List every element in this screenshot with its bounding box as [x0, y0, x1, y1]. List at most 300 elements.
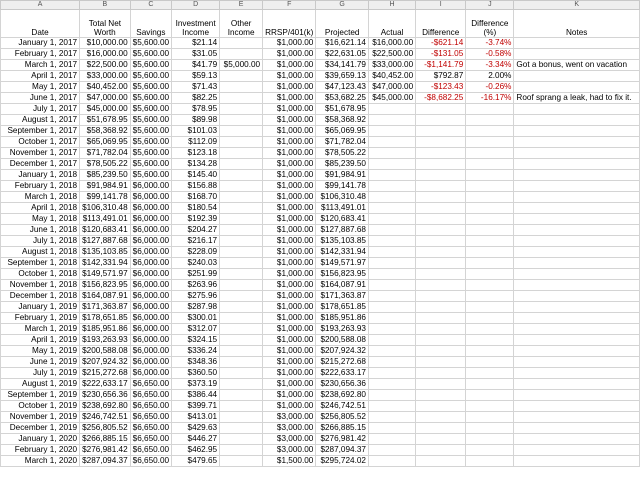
cell[interactable]: $91,984.91 [80, 181, 131, 192]
column-letter-c[interactable]: C [130, 1, 171, 10]
cell[interactable]: $462.95 [172, 445, 220, 456]
cell[interactable] [416, 236, 466, 247]
cell[interactable] [514, 71, 640, 82]
cell[interactable]: July 1, 2018 [1, 236, 80, 247]
cell[interactable] [368, 346, 415, 357]
header-cell[interactable]: Other Income [220, 10, 263, 38]
cell[interactable]: $1,000.00 [263, 104, 316, 115]
cell[interactable]: October 1, 2019 [1, 401, 80, 412]
cell[interactable] [514, 357, 640, 368]
cell[interactable] [416, 247, 466, 258]
cell[interactable]: $256,805.52 [80, 423, 131, 434]
cell[interactable]: $5,000.00 [220, 60, 263, 71]
cell[interactable] [514, 104, 640, 115]
cell[interactable]: $6,650.00 [130, 434, 171, 445]
cell[interactable]: $5,600.00 [130, 137, 171, 148]
cell[interactable]: $5,600.00 [130, 170, 171, 181]
cell[interactable]: $238,692.80 [80, 401, 131, 412]
cell[interactable]: $47,000.00 [368, 82, 415, 93]
cell[interactable] [514, 401, 640, 412]
cell[interactable]: $1,000.00 [263, 126, 316, 137]
cell[interactable]: $215,272.68 [80, 368, 131, 379]
cell[interactable]: $178,651.85 [316, 302, 369, 313]
cell[interactable] [220, 159, 263, 170]
cell[interactable] [466, 214, 514, 225]
cell[interactable]: $479.65 [172, 456, 220, 467]
cell[interactable]: $792.87 [416, 71, 466, 82]
cell[interactable] [368, 390, 415, 401]
cell[interactable]: $22,500.00 [368, 49, 415, 60]
cell[interactable]: $89.98 [172, 115, 220, 126]
cell[interactable] [368, 214, 415, 225]
cell[interactable] [220, 379, 263, 390]
cell[interactable]: $1,000.00 [263, 390, 316, 401]
cell[interactable] [514, 170, 640, 181]
cell[interactable] [416, 302, 466, 313]
cell[interactable] [220, 115, 263, 126]
cell[interactable] [416, 456, 466, 467]
cell[interactable]: $22,631.05 [316, 49, 369, 60]
cell[interactable]: $246,742.51 [80, 412, 131, 423]
cell[interactable]: $1,000.00 [263, 280, 316, 291]
cell[interactable]: $40,452.00 [80, 82, 131, 93]
cell[interactable]: $348.36 [172, 357, 220, 368]
cell[interactable] [466, 379, 514, 390]
cell[interactable]: $185,951.86 [80, 324, 131, 335]
cell[interactable] [416, 357, 466, 368]
cell[interactable] [466, 236, 514, 247]
cell[interactable] [514, 192, 640, 203]
cell[interactable]: $1,000.00 [263, 335, 316, 346]
cell[interactable] [220, 148, 263, 159]
cell[interactable]: $6,000.00 [130, 181, 171, 192]
cell[interactable] [416, 181, 466, 192]
cell[interactable]: $275.96 [172, 291, 220, 302]
cell[interactable] [514, 412, 640, 423]
cell[interactable]: February 1, 2017 [1, 49, 80, 60]
cell[interactable]: $1,000.00 [263, 302, 316, 313]
cell[interactable] [466, 302, 514, 313]
cell[interactable]: $45,000.00 [80, 104, 131, 115]
cell[interactable] [368, 115, 415, 126]
cell[interactable] [514, 148, 640, 159]
cell[interactable] [514, 49, 640, 60]
cell[interactable]: $1,000.00 [263, 324, 316, 335]
cell[interactable] [466, 456, 514, 467]
cell[interactable] [514, 280, 640, 291]
cell[interactable] [220, 192, 263, 203]
cell[interactable] [368, 104, 415, 115]
cell[interactable] [220, 214, 263, 225]
cell[interactable]: February 1, 2019 [1, 313, 80, 324]
cell[interactable]: $6,000.00 [130, 335, 171, 346]
cell[interactable]: December 1, 2018 [1, 291, 80, 302]
cell[interactable] [466, 203, 514, 214]
cell[interactable]: -$1,141.79 [416, 60, 466, 71]
cell[interactable]: $287,094.37 [80, 456, 131, 467]
cell[interactable]: $71,782.04 [80, 148, 131, 159]
cell[interactable]: June 1, 2017 [1, 93, 80, 104]
cell[interactable]: March 1, 2017 [1, 60, 80, 71]
cell[interactable] [220, 302, 263, 313]
cell[interactable]: $207,924.32 [316, 346, 369, 357]
cell[interactable] [220, 225, 263, 236]
cell[interactable]: $40,452.00 [368, 71, 415, 82]
cell[interactable]: $6,000.00 [130, 313, 171, 324]
cell[interactable] [514, 247, 640, 258]
cell[interactable]: $324.15 [172, 335, 220, 346]
cell[interactable]: $6,000.00 [130, 247, 171, 258]
cell[interactable]: $1,000.00 [263, 247, 316, 258]
cell[interactable]: $312.07 [172, 324, 220, 335]
cell[interactable]: January 1, 2017 [1, 38, 80, 49]
cell[interactable]: -$123.43 [416, 82, 466, 93]
cell[interactable] [514, 390, 640, 401]
cell[interactable] [514, 203, 640, 214]
cell[interactable]: $413.01 [172, 412, 220, 423]
cell[interactable]: $1,000.00 [263, 60, 316, 71]
cell[interactable]: $5,600.00 [130, 93, 171, 104]
cell[interactable] [514, 269, 640, 280]
cell[interactable] [416, 269, 466, 280]
cell[interactable]: $5,600.00 [130, 38, 171, 49]
cell[interactable] [514, 291, 640, 302]
cell[interactable] [466, 313, 514, 324]
cell[interactable]: $1,000.00 [263, 313, 316, 324]
cell[interactable]: $5,600.00 [130, 159, 171, 170]
cell[interactable]: $5,600.00 [130, 126, 171, 137]
cell[interactable] [514, 434, 640, 445]
cell[interactable]: $101.03 [172, 126, 220, 137]
column-letter-j[interactable]: J [466, 1, 514, 10]
cell[interactable]: $106,310.48 [80, 203, 131, 214]
header-cell[interactable]: Projected [316, 10, 369, 38]
cell[interactable]: $6,650.00 [130, 379, 171, 390]
cell[interactable]: April 1, 2017 [1, 71, 80, 82]
cell[interactable]: September 1, 2017 [1, 126, 80, 137]
cell[interactable] [368, 269, 415, 280]
cell[interactable] [220, 291, 263, 302]
header-cell[interactable]: Total Net Worth [80, 10, 131, 38]
cell[interactable] [220, 170, 263, 181]
cell[interactable]: June 1, 2018 [1, 225, 80, 236]
cell[interactable] [416, 137, 466, 148]
header-cell[interactable]: Date [1, 10, 80, 38]
cell[interactable] [466, 423, 514, 434]
cell[interactable]: September 1, 2018 [1, 258, 80, 269]
cell[interactable] [514, 258, 640, 269]
cell[interactable]: $287,094.37 [316, 445, 369, 456]
cell[interactable] [368, 148, 415, 159]
cell[interactable] [514, 335, 640, 346]
cell[interactable] [466, 104, 514, 115]
cell[interactable] [220, 104, 263, 115]
cell[interactable]: $41.79 [172, 60, 220, 71]
cell[interactable] [220, 313, 263, 324]
cell[interactable]: $1,000.00 [263, 203, 316, 214]
cell[interactable]: $1,000.00 [263, 115, 316, 126]
cell[interactable]: $6,000.00 [130, 357, 171, 368]
cell[interactable]: $156,823.95 [80, 280, 131, 291]
cell[interactable]: $149,571.97 [80, 269, 131, 280]
cell[interactable] [466, 368, 514, 379]
cell[interactable]: $71,782.04 [316, 137, 369, 148]
cell[interactable] [514, 456, 640, 467]
cell[interactable]: $149,571.97 [316, 258, 369, 269]
cell[interactable] [220, 401, 263, 412]
cell[interactable]: $78,505.22 [80, 159, 131, 170]
cell[interactable]: November 1, 2019 [1, 412, 80, 423]
cell[interactable] [416, 412, 466, 423]
cell[interactable] [368, 291, 415, 302]
cell[interactable] [368, 170, 415, 181]
cell[interactable] [514, 236, 640, 247]
cell[interactable]: $386.44 [172, 390, 220, 401]
cell[interactable] [466, 159, 514, 170]
column-letter-a[interactable]: A [1, 1, 80, 10]
cell[interactable]: $33,000.00 [80, 71, 131, 82]
cell[interactable]: $47,123.43 [316, 82, 369, 93]
cell[interactable]: $85,239.50 [80, 170, 131, 181]
cell[interactable] [514, 115, 640, 126]
cell[interactable]: $1,000.00 [263, 137, 316, 148]
cell[interactable]: Got a bonus, went on vacation [514, 60, 640, 71]
cell[interactable]: $6,000.00 [130, 214, 171, 225]
cell[interactable]: $53,682.25 [316, 93, 369, 104]
cell[interactable] [466, 247, 514, 258]
cell[interactable]: February 1, 2020 [1, 445, 80, 456]
cell[interactable] [220, 71, 263, 82]
cell[interactable] [368, 225, 415, 236]
cell[interactable] [368, 456, 415, 467]
cell[interactable]: $207,924.32 [80, 357, 131, 368]
header-cell[interactable]: Investment Income [172, 10, 220, 38]
cell[interactable] [220, 181, 263, 192]
cell[interactable]: September 1, 2019 [1, 390, 80, 401]
cell[interactable]: $164,087.91 [80, 291, 131, 302]
cell[interactable] [466, 390, 514, 401]
cell[interactable]: $156,823.95 [316, 269, 369, 280]
cell[interactable]: $168.70 [172, 192, 220, 203]
cell[interactable]: $6,000.00 [130, 291, 171, 302]
cell[interactable] [416, 313, 466, 324]
cell[interactable] [466, 291, 514, 302]
cell[interactable]: $6,000.00 [130, 192, 171, 203]
cell[interactable] [466, 280, 514, 291]
cell[interactable]: $171,363.87 [80, 302, 131, 313]
cell[interactable]: $251.99 [172, 269, 220, 280]
cell[interactable]: $142,331.94 [80, 258, 131, 269]
cell[interactable]: $21.14 [172, 38, 220, 49]
cell[interactable]: $135,103.85 [316, 236, 369, 247]
cell[interactable] [514, 324, 640, 335]
cell[interactable]: $164,087.91 [316, 280, 369, 291]
cell[interactable]: $238,692.80 [316, 390, 369, 401]
cell[interactable]: $71.43 [172, 82, 220, 93]
cell[interactable]: $127,887.68 [316, 225, 369, 236]
cell[interactable] [220, 346, 263, 357]
cell[interactable] [416, 159, 466, 170]
cell[interactable]: $1,000.00 [263, 379, 316, 390]
cell[interactable] [220, 203, 263, 214]
cell[interactable] [416, 445, 466, 456]
cell[interactable]: August 1, 2018 [1, 247, 80, 258]
cell[interactable] [368, 137, 415, 148]
cell[interactable]: December 1, 2019 [1, 423, 80, 434]
cell[interactable] [368, 192, 415, 203]
cell[interactable]: $78.95 [172, 104, 220, 115]
cell[interactable] [466, 401, 514, 412]
cell[interactable]: $200,588.08 [80, 346, 131, 357]
cell[interactable]: $6,000.00 [130, 346, 171, 357]
cell[interactable]: $59.13 [172, 71, 220, 82]
cell[interactable] [416, 148, 466, 159]
cell[interactable]: $5,600.00 [130, 60, 171, 71]
cell[interactable]: $178,651.85 [80, 313, 131, 324]
cell[interactable] [466, 170, 514, 181]
cell[interactable] [514, 368, 640, 379]
cell[interactable] [368, 280, 415, 291]
cell[interactable] [220, 412, 263, 423]
cell[interactable]: $99,141.78 [80, 192, 131, 203]
cell[interactable]: $276,981.42 [316, 434, 369, 445]
cell[interactable]: May 1, 2018 [1, 214, 80, 225]
cell[interactable]: March 1, 2019 [1, 324, 80, 335]
column-letter-i[interactable]: I [416, 1, 466, 10]
cell[interactable]: -0.26% [466, 82, 514, 93]
cell[interactable]: $123.18 [172, 148, 220, 159]
header-cell[interactable]: Notes [514, 10, 640, 38]
cell[interactable]: October 1, 2017 [1, 137, 80, 148]
cell[interactable]: $3,000.00 [263, 412, 316, 423]
cell[interactable]: $6,000.00 [130, 236, 171, 247]
cell[interactable] [368, 181, 415, 192]
cell[interactable] [416, 203, 466, 214]
cell[interactable]: $16,000.00 [80, 49, 131, 60]
cell[interactable] [368, 445, 415, 456]
cell[interactable] [514, 225, 640, 236]
cell[interactable]: $6,000.00 [130, 203, 171, 214]
cell[interactable] [466, 258, 514, 269]
cell[interactable] [416, 401, 466, 412]
cell[interactable]: $193,263.93 [316, 324, 369, 335]
cell[interactable]: $295,724.02 [316, 456, 369, 467]
cell[interactable]: $230,656.36 [80, 390, 131, 401]
cell[interactable]: $429.63 [172, 423, 220, 434]
cell[interactable]: $22,500.00 [80, 60, 131, 71]
cell[interactable]: $6,650.00 [130, 412, 171, 423]
cell[interactable] [368, 313, 415, 324]
cell[interactable] [466, 434, 514, 445]
cell[interactable]: April 1, 2018 [1, 203, 80, 214]
cell[interactable]: $78,505.22 [316, 148, 369, 159]
cell[interactable]: March 1, 2020 [1, 456, 80, 467]
cell[interactable]: $135,103.85 [80, 247, 131, 258]
cell[interactable]: $216.17 [172, 236, 220, 247]
cell[interactable]: $266,885.15 [80, 434, 131, 445]
cell[interactable]: -$621.14 [416, 38, 466, 49]
cell[interactable]: $156.88 [172, 181, 220, 192]
cell[interactable] [416, 280, 466, 291]
cell[interactable] [416, 126, 466, 137]
cell[interactable]: $1,500.00 [263, 456, 316, 467]
cell[interactable] [220, 324, 263, 335]
cell[interactable] [220, 38, 263, 49]
cell[interactable] [220, 126, 263, 137]
cell[interactable]: $6,000.00 [130, 302, 171, 313]
column-letter-h[interactable]: H [368, 1, 415, 10]
cell[interactable]: $1,000.00 [263, 192, 316, 203]
cell[interactable]: $65,069.95 [80, 137, 131, 148]
cell[interactable]: January 1, 2020 [1, 434, 80, 445]
cell[interactable]: $193,263.93 [80, 335, 131, 346]
cell[interactable] [466, 357, 514, 368]
cell[interactable] [220, 258, 263, 269]
cell[interactable] [514, 379, 640, 390]
cell[interactable]: $5,600.00 [130, 115, 171, 126]
cell[interactable]: $47,000.00 [80, 93, 131, 104]
cell[interactable]: $192.39 [172, 214, 220, 225]
cell[interactable]: Roof sprang a leak, had to fix it. [514, 93, 640, 104]
cell[interactable]: $1,000.00 [263, 38, 316, 49]
cell[interactable] [368, 379, 415, 390]
cell[interactable]: $113,491.01 [316, 203, 369, 214]
cell[interactable]: $399.71 [172, 401, 220, 412]
cell[interactable]: $240.03 [172, 258, 220, 269]
cell[interactable]: $360.50 [172, 368, 220, 379]
cell[interactable]: $263.96 [172, 280, 220, 291]
cell[interactable]: $1,000.00 [263, 181, 316, 192]
cell[interactable]: November 1, 2017 [1, 148, 80, 159]
cell[interactable]: January 1, 2019 [1, 302, 80, 313]
cell[interactable] [466, 445, 514, 456]
cell[interactable] [466, 412, 514, 423]
cell[interactable]: $33,000.00 [368, 60, 415, 71]
cell[interactable] [220, 357, 263, 368]
cell[interactable] [514, 181, 640, 192]
cell[interactable]: $6,650.00 [130, 401, 171, 412]
cell[interactable] [466, 181, 514, 192]
cell[interactable]: $10,000.00 [80, 38, 131, 49]
cell[interactable]: $1,000.00 [263, 71, 316, 82]
cell[interactable]: $65,069.95 [316, 126, 369, 137]
column-letter-b[interactable]: B [80, 1, 131, 10]
cell[interactable]: May 1, 2019 [1, 346, 80, 357]
cell[interactable] [220, 236, 263, 247]
cell[interactable] [416, 225, 466, 236]
cell[interactable] [368, 247, 415, 258]
cell[interactable]: $1,000.00 [263, 236, 316, 247]
cell[interactable]: $1,000.00 [263, 291, 316, 302]
cell[interactable] [416, 258, 466, 269]
cell[interactable]: $5,600.00 [130, 82, 171, 93]
cell[interactable]: -$131.05 [416, 49, 466, 60]
cell[interactable]: $127,887.68 [80, 236, 131, 247]
cell[interactable]: January 1, 2018 [1, 170, 80, 181]
cell[interactable] [220, 390, 263, 401]
cell[interactable]: $134.28 [172, 159, 220, 170]
cell[interactable] [514, 313, 640, 324]
cell[interactable]: November 1, 2018 [1, 280, 80, 291]
cell[interactable]: $222,633.17 [80, 379, 131, 390]
cell[interactable] [466, 192, 514, 203]
cell[interactable]: $222,633.17 [316, 368, 369, 379]
cell[interactable]: March 1, 2018 [1, 192, 80, 203]
cell[interactable]: $1,000.00 [263, 225, 316, 236]
cell[interactable] [416, 192, 466, 203]
cell[interactable] [416, 104, 466, 115]
cell[interactable]: July 1, 2019 [1, 368, 80, 379]
